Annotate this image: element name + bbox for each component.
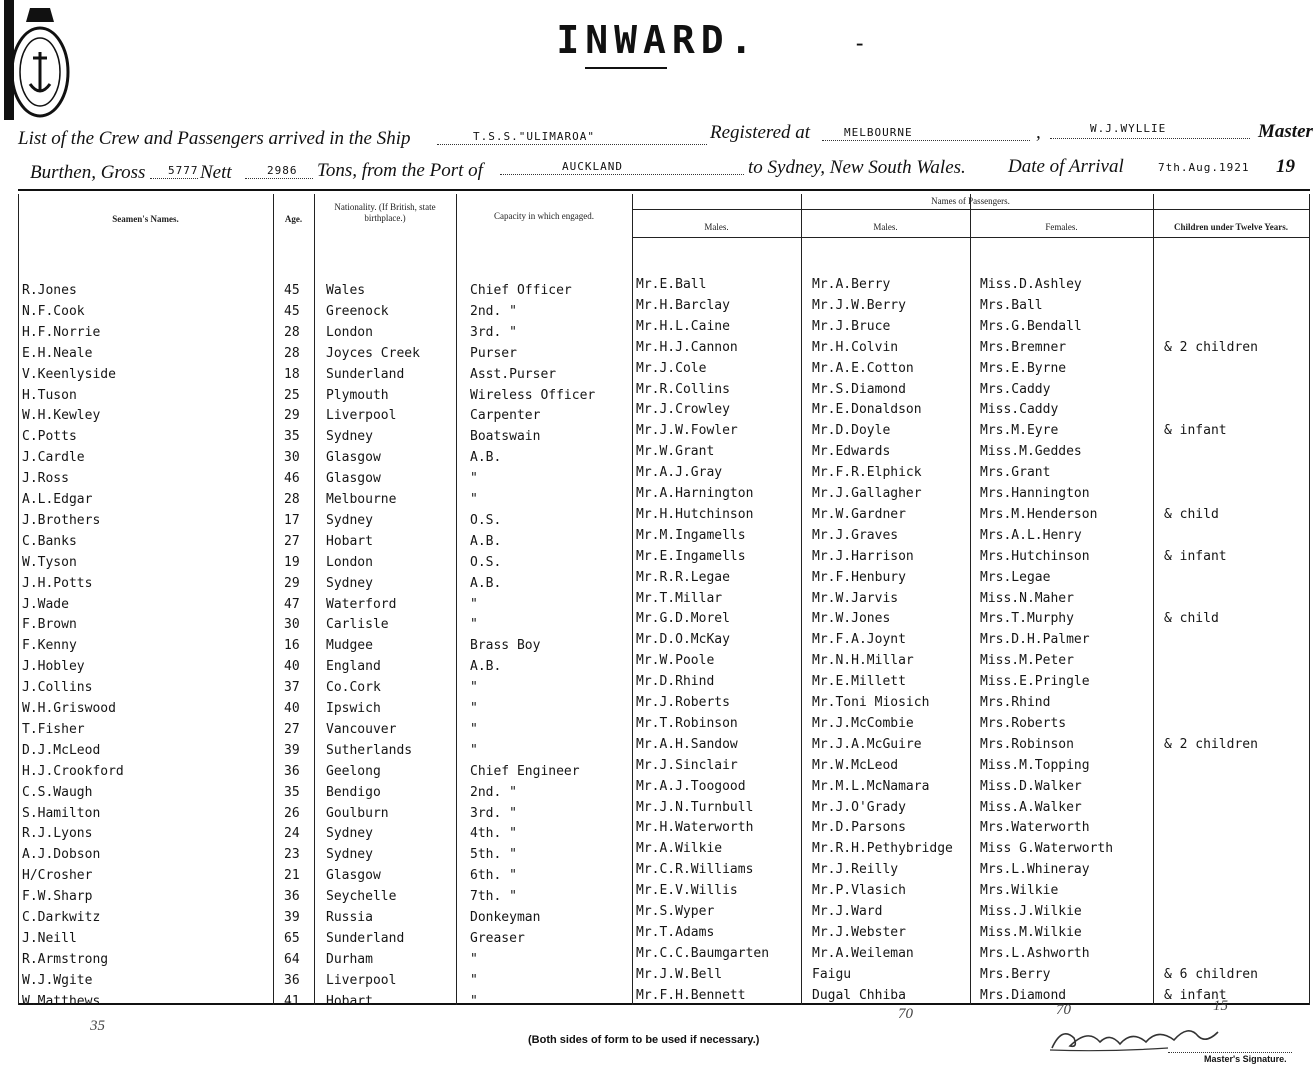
crew-age: 24 (284, 826, 300, 842)
crew-capacity: " (470, 680, 478, 696)
passenger-male-2: Mr.F.R.Elphick (812, 465, 922, 481)
children-tally: 15 (1213, 998, 1228, 1014)
crew-capacity: 5th. " (470, 847, 517, 863)
passenger-male-1: Mr.J.Crowley (636, 402, 730, 418)
passenger-male-2: Mr.J.O'Grady (812, 799, 906, 815)
passenger-female: Mrs.Wilkie (980, 883, 1059, 899)
crew-capacity: " (470, 701, 478, 716)
crew-age: 30 (284, 450, 300, 466)
passenger-female: Mrs.Caddy (980, 381, 1051, 397)
table-bottom-rule (18, 1003, 1310, 1005)
passenger-male-2: Mr.R.H.Pethybridge (812, 841, 953, 857)
master-name: W.J.WYLLIE (1090, 122, 1167, 135)
crew-age: 21 (284, 868, 300, 884)
crew-age: 46 (284, 471, 300, 487)
crew-nationality: Hobart (326, 993, 373, 1009)
passenger-female: Mrs.A.L.Henry (980, 527, 1082, 543)
crew-name: W.J.Wgite (22, 972, 93, 988)
crew-nationality: Joyces Creek (326, 345, 420, 361)
passenger-male-2: Mr.J.Graves (812, 527, 899, 543)
header-males-2: Males. (873, 222, 898, 232)
header-seamen-names: Seamen's Names. (112, 214, 179, 224)
crew-nationality: Seychelle (326, 889, 397, 905)
passenger-male-2: Mr.F.A.Joynt (812, 632, 906, 648)
crew-age: 27 (284, 533, 300, 549)
crew-nationality: Sutherlands (326, 742, 413, 758)
passenger-female: Mrs.Grant (980, 465, 1051, 481)
crew-nationality: Vancouver (326, 721, 397, 737)
registered-label: Registered at (710, 122, 811, 143)
crew-name: J.Ross (22, 471, 69, 487)
crew-name: F.Brown (22, 617, 77, 633)
passenger-male-2: Mr.Toni Miosich (812, 695, 930, 710)
passenger-female: Mrs.Waterworth (980, 820, 1090, 836)
crew-name: S.Hamilton (22, 805, 101, 821)
crew-age: 40 (284, 701, 300, 716)
footer-note: (Both sides of form to be used if necessary.) (528, 1034, 760, 1046)
table-top-rule (18, 189, 1310, 191)
crew-capacity: " (470, 742, 478, 758)
crew-name: N.F.Cook (22, 303, 85, 319)
registered-field (822, 126, 1030, 141)
crew-capacity: Asst.Purser (470, 366, 557, 382)
passenger-children: & child (1164, 506, 1219, 522)
passenger-male-1: Mr.J.Roberts (636, 695, 730, 710)
crew-age: 36 (284, 763, 300, 779)
crew-capacity: 2nd. " (470, 303, 517, 319)
passenger-female: Mrs.D.H.Palmer (980, 632, 1090, 648)
passenger-male-1: Mr.H.Hutchinson (636, 506, 754, 522)
crew-nationality: Glasgow (326, 868, 381, 884)
crew-capacity: Purser (470, 345, 517, 361)
passenger-male-1: Mr.J.N.Turnbull (636, 799, 754, 815)
crew-capacity: 4th. " (470, 826, 517, 842)
crew-age: 29 (284, 408, 300, 424)
header-capacity: Capacity in which engaged. (494, 211, 594, 221)
crew-capacity: A.B. (470, 575, 502, 591)
passenger-male-1: Mr.W.Grant (636, 444, 715, 460)
passenger-male-2: Mr.N.H.Millar (812, 653, 914, 669)
passenger-male-2: Mr.W.Gardner (812, 506, 906, 522)
passenger-female: Mrs.Diamond (980, 987, 1067, 1003)
passenger-female: Miss G.Waterworth (980, 841, 1114, 857)
crew-nationality: Hobart (326, 533, 373, 549)
crew-age: 39 (284, 742, 300, 758)
passenger-male-1: Mr.T.Millar (636, 590, 723, 606)
crew-capacity: A.B. (470, 450, 502, 466)
crew-capacity: Wireless Officer (470, 387, 596, 403)
crew-age: 65 (284, 930, 300, 946)
master-field (1050, 124, 1250, 139)
header-children: Children under Twelve Years. (1173, 222, 1288, 232)
crew-capacity: Brass Boy (470, 638, 541, 654)
signature-label: Master's Signature. (1204, 1054, 1287, 1064)
passenger-male-2: Mr.P.Vlasich (812, 883, 906, 899)
crew-nationality: Sunderland (326, 930, 405, 946)
passenger-female: Mrs.Berry (980, 966, 1051, 982)
passenger-male-1: Mr.R.R.Legae (636, 569, 730, 585)
passenger-male-2: Mr.J.Harrison (812, 548, 914, 564)
passenger-female: Mrs.E.Byrne (980, 360, 1067, 376)
crew-name: H.F.Norrie (22, 324, 101, 340)
crew-name: W.H.Griswood (22, 701, 116, 716)
passenger-male-1: Mr.R.Collins (636, 381, 730, 397)
passenger-male-2: Mr.S.Diamond (812, 381, 906, 397)
crew-nationality: Sydney (326, 826, 373, 842)
passenger-male-2: Mr.J.Bruce (812, 318, 891, 334)
passenger-male-2: Mr.F.Henbury (812, 569, 906, 585)
crew-capacity: " (470, 972, 478, 988)
header-males-1: Males. (704, 222, 729, 232)
crew-name: D.J.McLeod (22, 742, 101, 758)
passenger-female: Mrs.Hutchinson (980, 548, 1090, 564)
crew-nationality: Ipswich (326, 701, 381, 716)
passenger-female: Miss.D.Walker (980, 778, 1082, 794)
passenger-male-1: Mr.E.Ingamells (636, 548, 746, 564)
title-underline (585, 67, 667, 69)
nett-field (245, 164, 313, 179)
passenger-male-2: Dugal Chhiba (812, 987, 906, 1003)
crew-nationality: England (326, 659, 381, 675)
master-signature (1048, 1018, 1248, 1056)
passenger-female: Mrs.Robinson (980, 736, 1074, 752)
crew-capacity: " (470, 471, 478, 487)
form-title: INWARD. (556, 18, 759, 62)
crew-name: W.Tyson (22, 554, 77, 570)
crew-age: 26 (284, 805, 300, 821)
crew-name: E.H.Neale (22, 345, 93, 361)
passenger-male-1: Mr.A.H.Sandow (636, 736, 738, 752)
passenger-male-2: Mr.J.Gallagher (812, 486, 922, 501)
crew-age: 36 (284, 889, 300, 905)
crew-name: A.L.Edgar (22, 492, 93, 507)
passenger-male-2: Mr.E.Donaldson (812, 402, 922, 418)
crew-nationality: Co.Cork (326, 680, 381, 696)
crew-capacity: Carpenter (470, 408, 541, 424)
crew-age: 37 (284, 680, 300, 696)
date-label: Date of Arrival (1008, 156, 1124, 177)
crew-age: 40 (284, 659, 300, 675)
crew-name: R.Jones (22, 283, 77, 298)
crew-capacity: A.B. (470, 659, 502, 675)
passenger-female: Mrs.M.Henderson (980, 506, 1098, 522)
crew-age: 16 (284, 638, 300, 654)
crew-nationality: Goulburn (326, 805, 389, 821)
passenger-male-2: Mr.J.Reilly (812, 862, 899, 878)
burthen-label: Burthen, Gross (30, 162, 146, 183)
crew-age: 35 (284, 429, 300, 445)
master-label: Master (1258, 121, 1313, 142)
passenger-female: Miss.J.Wilkie (980, 904, 1082, 919)
crew-capacity: O.S. (470, 512, 502, 528)
crew-capacity: Chief Officer (470, 283, 572, 298)
crew-nationality: Waterford (326, 596, 397, 612)
passenger-female: Miss.N.Maher (980, 590, 1074, 606)
passenger-female: Mrs.L.Whineray (980, 862, 1090, 878)
crew-capacity: Greaser (470, 930, 525, 946)
passenger-male-1: Mr.T.Adams (636, 924, 715, 940)
crew-age: 19 (284, 554, 300, 570)
passenger-male-1: Mr.H.Barclay (636, 297, 730, 313)
passenger-male-1: Mr.J.Sinclair (636, 757, 738, 773)
crew-name: W.H.Kewley (22, 408, 101, 424)
crew-age: 23 (284, 847, 300, 863)
passenger-male-2: Mr.E.Millett (812, 674, 906, 690)
registered-port: MELBOURNE (844, 126, 913, 139)
crew-nationality: Sydney (326, 575, 373, 591)
title-mark: - (856, 30, 864, 55)
passenger-male-1: Mr.E.Ball (636, 277, 707, 292)
passenger-male-1: Mr.C.R.Williams (636, 862, 754, 878)
crew-age: 64 (284, 951, 300, 967)
passenger-male-1: Mr.A.Harnington (636, 486, 754, 501)
crew-nationality: Sydney (326, 512, 373, 528)
passenger-female: Mrs.Bremner (980, 339, 1067, 355)
crew-name: A.J.Dobson (22, 847, 101, 863)
passenger-male-2: Mr.H.Colvin (812, 339, 899, 355)
passenger-female: Miss.M.Topping (980, 757, 1090, 773)
passenger-male-1: Mr.G.D.Morel (636, 611, 730, 627)
to-label: to Sydney, New South Wales. (748, 157, 966, 178)
crew-name: R.J.Lyons (22, 826, 93, 842)
passenger-male-1: Mr.H.J.Cannon (636, 339, 738, 355)
crew-name: J.Hobley (22, 659, 85, 675)
females-tally: 70 (1056, 1002, 1071, 1018)
header-age: Age. (284, 214, 303, 224)
crew-name: J.Collins (22, 680, 93, 696)
passenger-male-1: Mr.A.J.Toogood (636, 778, 746, 794)
passenger-male-1: Mr.M.Ingamells (636, 527, 746, 543)
crew-capacity: Boatswain (470, 429, 541, 445)
passenger-male-1: Mr.T.Robinson (636, 715, 738, 731)
passenger-male-2: Mr.J.A.McGuire (812, 736, 922, 752)
crew-age: 25 (284, 387, 300, 403)
crew-age: 27 (284, 721, 300, 737)
arrival-date: 7th.Aug.1921 (1158, 161, 1250, 174)
crew-capacity: " (470, 993, 478, 1009)
crew-name: T.Fisher (22, 721, 85, 737)
crew-nationality: Sydney (326, 847, 373, 863)
crew-capacity: 7th. " (470, 889, 517, 905)
passenger-children: & infant (1164, 548, 1227, 564)
crew-capacity: 2nd. " (470, 784, 517, 800)
crew-nationality: Liverpool (326, 408, 397, 424)
passenger-male-2: Mr.A.Berry (812, 277, 891, 292)
crew-capacity: " (470, 951, 478, 967)
crew-age: 30 (284, 617, 300, 633)
passenger-female: Miss.A.Walker (980, 799, 1082, 815)
crew-name: F.Kenny (22, 638, 77, 654)
crew-capacity: " (470, 617, 478, 633)
passenger-female: Mrs.T.Murphy (980, 611, 1074, 627)
passenger-children: & 2 children (1164, 339, 1258, 355)
passenger-children: & infant (1164, 987, 1227, 1003)
crew-nationality: Glasgow (326, 450, 381, 466)
crew-age: 45 (284, 303, 300, 319)
crew-age: 36 (284, 972, 300, 988)
passenger-female: Mrs.L.Ashworth (980, 945, 1090, 961)
passenger-male-2: Mr.A.E.Cotton (812, 360, 914, 376)
crew-nationality: Bendigo (326, 784, 381, 800)
crew-name: H.J.Crookford (22, 763, 124, 779)
passenger-male-2: Mr.Edwards (812, 444, 891, 460)
crew-name: J.Brothers (22, 512, 101, 528)
crew-nationality: London (326, 554, 373, 570)
passenger-children: & child (1164, 611, 1219, 627)
nett-label: Nett (200, 162, 232, 183)
males-tally: 70 (898, 1006, 913, 1022)
crew-name: F.W.Sharp (22, 889, 93, 905)
passenger-male-2: Mr.J.W.Berry (812, 297, 906, 313)
crew-age: 28 (284, 324, 300, 340)
header-passengers: Names of Passengers. (931, 196, 1010, 206)
crew-capacity: A.B. (470, 533, 502, 549)
crew-age: 28 (284, 492, 300, 507)
passenger-male-1: Mr.J.W.Bell (636, 966, 723, 982)
crew-name: J.H.Potts (22, 575, 93, 591)
gross-tons: 5777 (168, 164, 199, 177)
crew-nationality: Carlisle (326, 617, 389, 633)
passenger-male-1: Mr.H.L.Caine (636, 318, 730, 334)
passenger-male-1: Mr.A.J.Gray (636, 465, 723, 481)
crew-capacity: " (470, 596, 478, 612)
passenger-female: Mrs.M.Eyre (980, 423, 1059, 439)
passenger-female: Miss.D.Ashley (980, 277, 1082, 292)
passenger-female: Mrs.G.Bendall (980, 318, 1082, 334)
crew-name: H.Tuson (22, 387, 77, 403)
ship-name: T.S.S."ULIMAROA" (473, 130, 595, 143)
crew-age: 28 (284, 345, 300, 361)
nett-tons: 2986 (267, 164, 298, 177)
passenger-female: Miss.E.Pringle (980, 674, 1090, 690)
year-suffix: 19 (1276, 156, 1295, 177)
crew-tally: 35 (90, 1018, 105, 1034)
passenger-female: Miss.M.Geddes (980, 444, 1082, 460)
crew-name: J.Neill (22, 930, 77, 946)
passenger-female: Mrs.Ball (980, 297, 1043, 313)
passenger-female: Mrs.Rhind (980, 695, 1051, 710)
passenger-male-1: Mr.J.Cole (636, 360, 707, 376)
passenger-female: Mrs.Hannington (980, 486, 1090, 501)
crew-nationality: Geelong (326, 763, 381, 779)
port-field (500, 160, 744, 175)
crew-name: C.Darkwitz (22, 910, 101, 925)
header-females: Females. (1045, 222, 1078, 232)
passenger-male-2: Mr.J.Ward (812, 904, 883, 919)
crew-name: H/Crosher (22, 868, 93, 884)
crew-capacity: O.S. (470, 554, 502, 570)
passenger-female: Miss.M.Wilkie (980, 924, 1082, 940)
list-prefix: List of the Crew and Passengers arrived in the Ship (18, 128, 411, 149)
header-nationality: Nationality. (If British, state birthplace.) (334, 202, 436, 223)
passenger-male-1: Mr.H.Waterworth (636, 820, 754, 836)
crew-age: 17 (284, 512, 300, 528)
crew-age: 18 (284, 366, 300, 382)
crew-age: 45 (284, 283, 300, 298)
crew-nationality: Durham (326, 951, 373, 967)
passenger-male-2: Mr.D.Parsons (812, 820, 906, 836)
passenger-children: & 2 children (1164, 736, 1258, 752)
crew-nationality: Wales (326, 283, 366, 298)
passenger-male-1: Mr.S.Wyper (636, 904, 715, 919)
crew-age: 47 (284, 596, 300, 612)
passenger-male-2: Mr.M.L.McNamara (812, 778, 930, 794)
crew-capacity: 3rd. " (470, 805, 517, 821)
passenger-female: Mrs.Legae (980, 569, 1051, 585)
passenger-male-2: Mr.D.Doyle (812, 423, 891, 439)
crew-age: 29 (284, 575, 300, 591)
passenger-male-2: Mr.J.Webster (812, 924, 906, 940)
crew-age: 41 (284, 993, 300, 1009)
crew-name: C.S.Waugh (22, 784, 93, 800)
crew-name: R.Armstrong (22, 951, 109, 967)
passenger-male-1: Mr.E.V.Willis (636, 883, 738, 899)
crew-nationality: Sunderland (326, 366, 405, 382)
passenger-female: Miss.M.Peter (980, 653, 1074, 669)
ship-field (437, 130, 707, 145)
crew-capacity: " (470, 721, 478, 737)
passenger-male-1: Mr.W.Poole (636, 653, 715, 669)
crew-nationality: London (326, 324, 373, 340)
crew-name: J.Wade (22, 596, 69, 612)
crew-name: J.Cardle (22, 450, 85, 466)
crew-name: W.Matthews (22, 993, 101, 1009)
crew-nationality: Mudgee (326, 638, 373, 654)
crew-capacity: Chief Engineer (470, 763, 580, 779)
passenger-male-1: Mr.F.H.Bennett (636, 987, 746, 1003)
passenger-male-1: Mr.J.W.Fowler (636, 423, 738, 439)
crew-nationality: Plymouth (326, 387, 389, 403)
crew-nationality: Greenock (326, 303, 389, 319)
crew-nationality: Melbourne (326, 492, 397, 507)
passenger-male-1: Mr.A.Wilkie (636, 841, 723, 857)
tons-label: Tons, from the Port of (317, 160, 483, 181)
passenger-male-1: Mr.C.C.Baumgarten (636, 945, 770, 961)
passenger-female: Miss.Caddy (980, 402, 1059, 418)
crew-capacity: 3rd. " (470, 324, 517, 340)
crew-name: C.Potts (22, 429, 77, 445)
passenger-children: & 6 children (1164, 966, 1258, 982)
passenger-male-2: Faigu (812, 966, 852, 982)
crew-name: C.Banks (22, 533, 77, 549)
passenger-female: Mrs.Roberts (980, 715, 1067, 731)
passenger-male-2: Mr.W.Jarvis (812, 590, 899, 606)
crew-nationality: Glasgow (326, 471, 381, 487)
crew-capacity: 6th. " (470, 868, 517, 884)
passenger-male-2: Mr.A.Weileman (812, 945, 914, 961)
passenger-male-1: Mr.D.Rhind (636, 674, 715, 690)
passenger-male-2: Mr.W.Jones (812, 611, 891, 627)
crew-age: 35 (284, 784, 300, 800)
crew-name: V.Keenlyside (22, 366, 116, 382)
crew-age: 39 (284, 910, 300, 925)
gross-field (150, 164, 198, 179)
port-from: AUCKLAND (562, 160, 623, 173)
crew-nationality: Liverpool (326, 972, 397, 988)
crew-nationality: Russia (326, 910, 373, 925)
crew-nationality: Sydney (326, 429, 373, 445)
passenger-male-1: Mr.D.O.McKay (636, 632, 730, 648)
crew-capacity: Donkeyman (470, 910, 541, 925)
passenger-children: & infant (1164, 423, 1227, 439)
passenger-male-2: Mr.J.McCombie (812, 715, 914, 731)
passenger-male-2: Mr.W.McLeod (812, 757, 899, 773)
crew-capacity: " (470, 492, 478, 507)
